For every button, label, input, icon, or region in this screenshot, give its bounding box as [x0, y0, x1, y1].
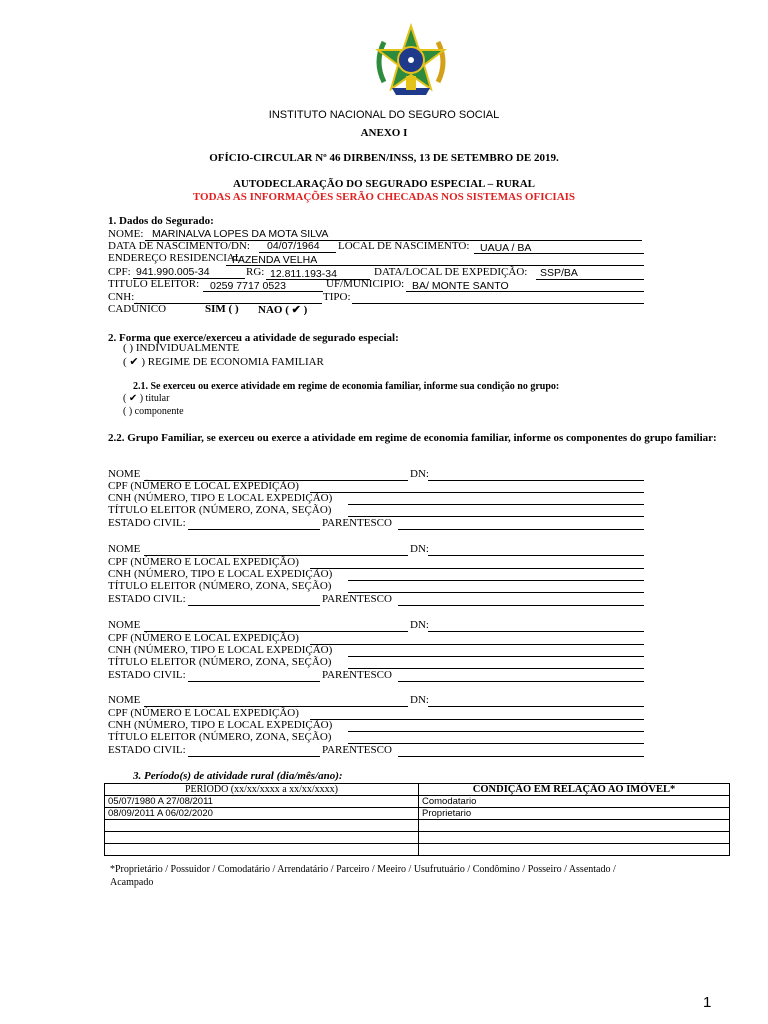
- section1-heading: 1. Dados do Segurado:: [108, 215, 214, 227]
- condicao-cell[interactable]: Comodatario: [419, 796, 730, 808]
- expedicao-value: SSP/BA: [540, 267, 578, 279]
- coat-of-arms-emblem: [370, 22, 452, 100]
- periodo-cell[interactable]: [105, 832, 419, 844]
- family-estado-civil-label: ESTADO CIVIL:: [108, 744, 186, 756]
- family-cnh-label: CNH (NÚMERO, TIPO E LOCAL EXPEDIÇÃO): [108, 719, 333, 731]
- family-parentesco-label: PARENTESCO: [322, 517, 392, 529]
- family-nome-label: NOME: [108, 543, 141, 555]
- cpf-label: CPF:: [108, 266, 131, 278]
- condicao-column-header: CONDIÇÃO EM RELAÇÃO AO IMÓVEL*: [419, 784, 730, 796]
- family-estado-civil-label: ESTADO CIVIL:: [108, 517, 186, 529]
- family-cpf-label: CPF (NÚMERO E LOCAL EXPEDIÇÃO): [108, 556, 299, 568]
- local-nasc-value: UAUA / BA: [480, 242, 532, 254]
- periodo-cell[interactable]: [105, 820, 419, 832]
- family-cpf-label: CPF (NÚMERO E LOCAL EXPEDIÇÃO): [108, 707, 299, 719]
- tipo-label: TIPO:: [323, 291, 351, 303]
- family-titulo-label: TÍTULO ELEITOR (NÚMERO, ZONA, SEÇÃO): [108, 504, 332, 516]
- sub22-heading: 2.2. Grupo Familiar, se exerceu ou exerce a atividade em regime de economia familiar, informe os componentes do grupo familiar:: [108, 432, 717, 444]
- nasc-value: 04/07/1964: [267, 240, 320, 252]
- family-cnh-label: CNH (NÚMERO, TIPO E LOCAL EXPEDIÇÃO): [108, 568, 333, 580]
- condicao-cell[interactable]: [419, 844, 730, 856]
- uf-value: BA/ MONTE SANTO: [412, 280, 509, 292]
- rg-value: 12.811.193-34: [270, 268, 337, 280]
- family-dn-label: DN:: [410, 468, 429, 480]
- family-titulo-label: TÍTULO ELEITOR (NÚMERO, ZONA, SEÇÃO): [108, 731, 332, 743]
- uf-label: UF/MUNICIPIO:: [326, 278, 405, 290]
- family-estado-civil-label: ESTADO CIVIL:: [108, 669, 186, 681]
- table-row: [105, 796, 730, 808]
- circular-title: OFÍCIO-CIRCULAR Nº 46 DIRBEN/INSS, 13 DE SETEMBRO DE 2019.: [209, 152, 559, 164]
- opt-individualmente[interactable]: ( ) INDIVIDUALMENTE: [123, 342, 240, 354]
- cpf-value: 941.990.005-34: [136, 266, 210, 278]
- family-titulo-label: TÍTULO ELEITOR (NÚMERO, ZONA, SEÇÃO): [108, 656, 332, 668]
- section2-heading: 2. Forma que exerce/exerceu a atividade de segurado especial:: [108, 332, 399, 344]
- family-cnh-label: CNH (NÚMERO, TIPO E LOCAL EXPEDIÇÃO): [108, 492, 333, 504]
- table-row: [105, 832, 730, 844]
- periodo-cell[interactable]: 08/09/2011 A 06/02/2020: [105, 808, 419, 820]
- nao-option[interactable]: NAO ( ✔ ): [258, 304, 308, 316]
- page-number: 1: [703, 994, 712, 1011]
- family-nome-label: NOME: [108, 619, 141, 631]
- periodo-table: [104, 783, 730, 856]
- family-dn-label: DN:: [410, 619, 429, 631]
- table-header-row: [105, 784, 730, 796]
- family-parentesco-label: PARENTESCO: [322, 593, 392, 605]
- nome-value: MARINALVA LOPES DA MOTA SILVA: [152, 228, 329, 240]
- periodo-column-header: PERÍODO (xx/xx/xxxx a xx/xx/xxxx): [105, 784, 419, 796]
- cadunico-label: CADÚNICO: [108, 303, 167, 315]
- family-dn-label: DN:: [410, 694, 429, 706]
- condicao-cell[interactable]: [419, 832, 730, 844]
- cnh-label: CNH:: [108, 291, 135, 303]
- family-cpf-label: CPF (NÚMERO E LOCAL EXPEDIÇÃO): [108, 480, 299, 492]
- family-dn-label: DN:: [410, 543, 429, 555]
- institute-name: INSTITUTO NACIONAL DO SEGURO SOCIAL: [268, 109, 500, 121]
- sub21-heading: 2.1. Se exerceu ou exerce atividade em regime de economia familiar, informe sua condição no grupo:: [133, 381, 560, 392]
- periodo-cell[interactable]: [105, 844, 419, 856]
- titulo-label: TITULO ELEITOR:: [108, 278, 200, 290]
- footnote-line2: Acampado: [110, 877, 154, 888]
- family-nome-label: NOME: [108, 694, 141, 706]
- nome-label: NOME:: [108, 228, 144, 240]
- opt-componente[interactable]: ( ) componente: [123, 406, 184, 417]
- family-cpf-label: CPF (NÚMERO E LOCAL EXPEDIÇÃO): [108, 632, 299, 644]
- condicao-cell[interactable]: Proprietario: [419, 808, 730, 820]
- sim-option[interactable]: SIM ( ): [205, 303, 239, 315]
- opt-titular[interactable]: ( ✔ ) titular: [123, 393, 170, 404]
- expedicao-label: DATA/LOCAL DE EXPEDIÇÃO:: [374, 266, 528, 278]
- warning-text: TODAS AS INFORMAÇÕES SERÃO CHECADAS NOS SISTEMAS OFICIAIS: [192, 191, 576, 203]
- endereco-label: ENDEREÇO RESIDENCIAL:: [108, 252, 245, 264]
- family-nome-label: NOME: [108, 468, 141, 480]
- footnote-line1: *Proprietário / Possuidor / Comodatário / Arrendatário / Parceiro / Meeiro / Usufrutuário / Condômino / Posseiro / Assentado /: [110, 864, 616, 875]
- section3-heading: 3. Período(s) de atividade rural (dia/mês/ano):: [133, 770, 343, 782]
- family-parentesco-label: PARENTESCO: [322, 669, 392, 681]
- titulo-value: 0259 7717 0523: [210, 280, 286, 292]
- endereco-value: FAZENDA VELHA: [232, 254, 318, 266]
- table-row: [105, 844, 730, 856]
- local-nasc-label: LOCAL DE NASCIMENTO:: [338, 240, 470, 252]
- table-row: [105, 808, 730, 820]
- family-estado-civil-label: ESTADO CIVIL:: [108, 593, 186, 605]
- table-row: [105, 820, 730, 832]
- rg-label: RG:: [246, 266, 265, 278]
- family-parentesco-label: PARENTESCO: [322, 744, 392, 756]
- periodo-cell[interactable]: 05/07/1980 A 27/08/2011: [105, 796, 419, 808]
- form-title: AUTODECLARAÇÃO DO SEGURADO ESPECIAL – RURAL: [232, 178, 536, 190]
- family-titulo-label: TÍTULO ELEITOR (NÚMERO, ZONA, SEÇÃO): [108, 580, 332, 592]
- nasc-label: DATA DE NASCIMENTO/DN:: [108, 240, 250, 252]
- family-cnh-label: CNH (NÚMERO, TIPO E LOCAL EXPEDIÇÃO): [108, 644, 333, 656]
- annex-title: ANEXO I: [360, 127, 408, 139]
- condicao-cell[interactable]: [419, 820, 730, 832]
- opt-economia-familiar[interactable]: ( ✔ ) REGIME DE ECONOMIA FAMILIAR: [123, 356, 324, 368]
